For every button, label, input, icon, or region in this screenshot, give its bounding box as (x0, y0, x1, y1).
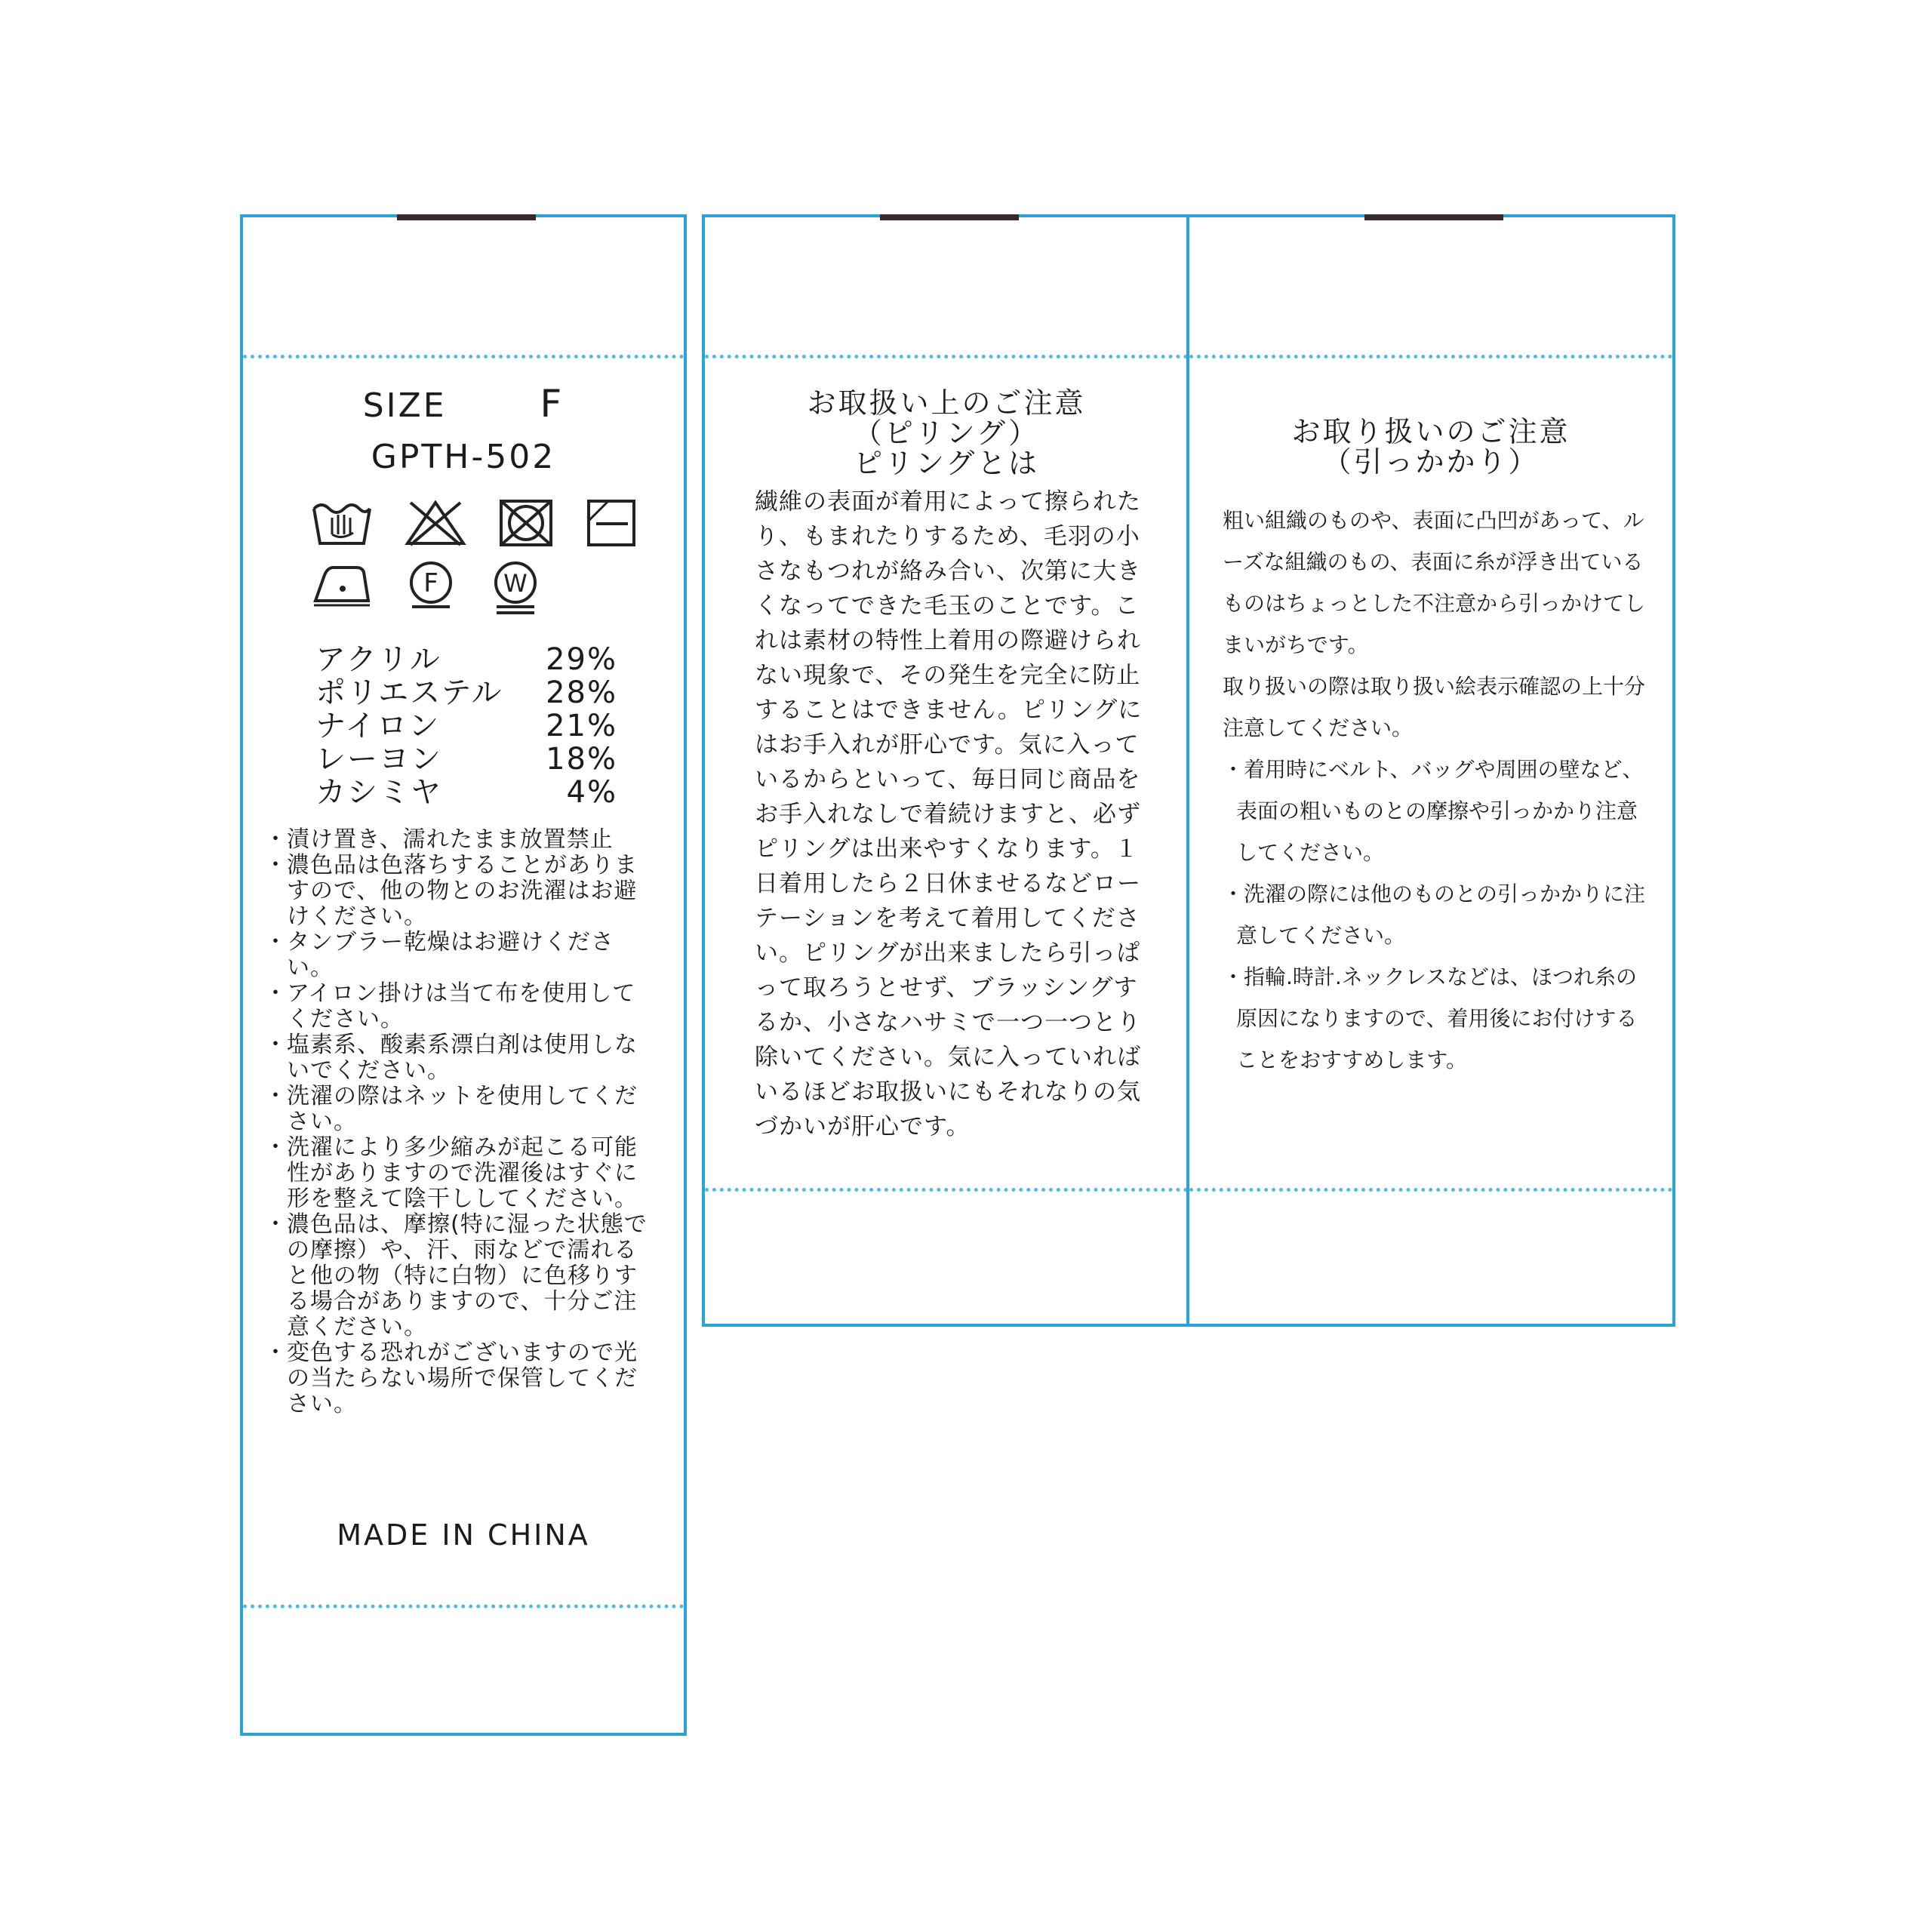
snag-title-line1: お取り扱いのご注意 (1291, 415, 1571, 448)
top-dotted-line (243, 355, 684, 358)
fabric-item (315, 709, 617, 743)
care-note: ・ 塩素系、酸素系漂白剤は使用しないでください。 (264, 1032, 657, 1084)
fabric-percent: 21% (546, 709, 617, 743)
fabric-percent: 18% (546, 742, 617, 777)
care-symbols (311, 498, 635, 625)
top-dotted-line (705, 355, 1188, 358)
bottom-dotted-line (243, 1604, 684, 1608)
fabric-item (315, 643, 617, 676)
wet-clean-w-icon (489, 560, 542, 616)
fabric-item (315, 676, 617, 709)
svg-text:F: F (423, 568, 438, 598)
line-dry-shade-icon (586, 498, 637, 548)
fabric-item (315, 776, 617, 809)
care-note: ・ 濃色品は色落ちすることがありますので、他の物とのお洗濯はお避けください。 (264, 853, 657, 930)
hand-wash-30-icon (311, 498, 373, 548)
label-top-notch (880, 214, 1019, 220)
care-note: ・ 洗濯により多少縮みが起こる可能性がありますので洗濯後はすぐに形を整えて陰干ししてください。 (264, 1135, 657, 1212)
country-of-origin: MADE IN CHINA (337, 1518, 590, 1552)
fabric-name: ポリエステル (315, 675, 503, 710)
top-dotted-line (1189, 355, 1672, 358)
care-note: ・ 変色する恐れがございますので光の当たらない場所で保管してください。 (264, 1340, 657, 1417)
pilling-body: 繊維の表面が着用によって擦られたり、もまれたりするため、毛羽の小さなもつれが絡み合い、次第に大きくなってできた毛玉のことです。これは素材の特性上着用の際避けられない現象で、その発生を完全に防止することはできません。ピリングにはお手入れが肝心です。気に入っているからといって、毎日同じ商品をお手入れなしで着続けますと、必ずピリングは出来やすくなります。１日着用したら２日休ませるなどローテーションを考えて着用してください。ピリングが出来ましたら引っぱって取ろうとせず、ブラッシングするか、小さなハサミで一つ一つとり除いてください。気に入っていればいるほどお取扱いにもそれなりの気づかいが肝心です。 (755, 488, 1143, 1140)
dry-clean-f-icon (405, 560, 457, 616)
care-note: ・ アイロン掛けは当て布を使用してください。 (264, 981, 657, 1032)
size-value: F (540, 382, 565, 426)
fabric-name: ナイロン (315, 709, 441, 743)
bottom-dotted-line (1189, 1188, 1672, 1192)
pilling-title-line2: （ピリング） (853, 417, 1040, 450)
snag-bullet: ・洗濯の際には他のものとの引っかかりに注意してください。 (1223, 881, 1646, 948)
fabric-composition (315, 643, 617, 809)
pilling-title (705, 388, 1188, 478)
fabric-name: レーヨン (315, 742, 442, 777)
label-top-notch (1364, 214, 1503, 220)
size-label: SIZE (362, 386, 447, 425)
fabric-percent: 4% (566, 775, 617, 810)
snag-paragraph: 取り扱いの際は取り扱い絵表示確認の上十分注意してください。 (1223, 674, 1646, 740)
iron-low-icon (311, 560, 373, 616)
bottom-dotted-line (705, 1188, 1188, 1192)
snag-bullet: ・指輪.時計.ネックレスなどは、ほつれ糸の原因になりますので、着用後にお付けすることをおすすめします。 (1223, 964, 1638, 1072)
care-note: ・ 洗濯の際はネットを使用してください。 (264, 1084, 657, 1135)
snag-bullet: ・着用時にベルト、バッグや周囲の壁など、表面の粗いものとの摩擦や引っかかり注意してください。 (1223, 757, 1644, 865)
fabric-name: カシミヤ (315, 775, 442, 810)
care-label-snagging (1186, 214, 1675, 1327)
fabric-percent: 28% (546, 675, 617, 710)
snag-paragraph: 粗い組織のものや、表面に凸凹があって、ルーズな組織のもの、表面に糸が浮き出ているものはちょっとした不注意から引っかけてしまいがちです。 (1223, 508, 1646, 657)
pilling-title-line1: お取扱い上のご注意 (807, 386, 1086, 420)
svg-text:W: W (503, 569, 528, 598)
fabric-name: アクリル (315, 642, 441, 677)
care-notes (264, 827, 657, 1417)
size-row (243, 382, 684, 426)
no-tumble-dry-icon (498, 498, 554, 548)
care-note: ・ 漬け置き、濡れたまま放置禁止 (264, 827, 657, 853)
snag-title-line2: （引っかかり） (1322, 445, 1540, 478)
care-note: ・ タンブラー乾燥はお避けください。 (264, 930, 657, 981)
product-code: GPTH-502 (371, 438, 556, 476)
fabric-item (315, 743, 617, 776)
label-top-notch (397, 214, 536, 220)
care-note: ・ 濃色品は、摩擦(特に湿った状態での摩擦）や、汗、雨などで濡れると他の物（特に白物）に色移りする場合がありますので、十分ご注意ください。 (264, 1212, 657, 1340)
snag-title (1189, 417, 1672, 477)
care-label-left (240, 214, 687, 1736)
snag-body (1223, 500, 1645, 1081)
care-label-pilling (702, 214, 1191, 1327)
pilling-title-line3: ピリングとは (853, 447, 1039, 480)
no-bleach-icon (405, 498, 466, 548)
fabric-percent: 29% (546, 642, 617, 677)
